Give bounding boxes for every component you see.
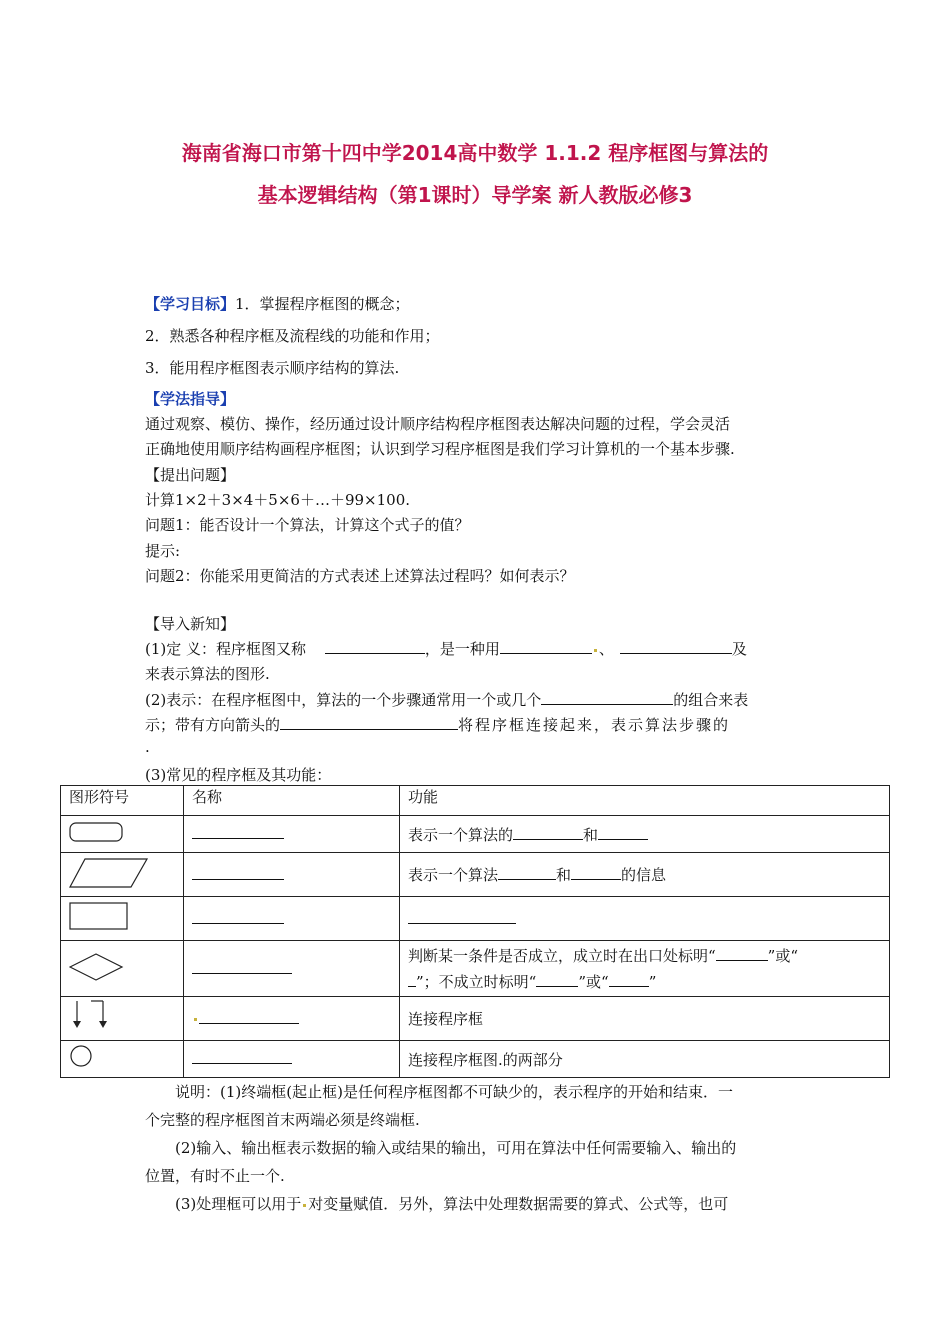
parallelogram-shape-icon: [69, 857, 149, 889]
decision-name-cell: [184, 941, 400, 997]
header-name: 名称: [184, 786, 400, 816]
row4-text-a: 判断某一条件是否成立，成立时在出口处标明“: [408, 946, 716, 965]
intro-representation: [145, 689, 748, 710]
def-blank-3: [620, 639, 732, 654]
flow-arrow-icon: [69, 997, 113, 1031]
def-text-d: 及: [731, 640, 747, 658]
connector-function-cell: 连接程序框图.的两部分: [400, 1041, 890, 1078]
table-header-row: [61, 786, 890, 816]
terminal-name-cell: [184, 816, 400, 853]
rectangle-shape-icon: [69, 901, 131, 933]
intro-representation-2: [145, 714, 730, 735]
name-blank: [192, 867, 284, 880]
terminal-function-cell: [400, 816, 890, 853]
row1-blank-2: [598, 825, 648, 840]
decision-symbol-cell: [61, 941, 184, 997]
terminal-symbol-cell: [61, 816, 184, 853]
row2-blank-1: [498, 865, 556, 880]
name-blank: [192, 826, 284, 839]
method-line-2: 正确地使用顺序结构画程序框图；认识到学习程序框图是我们学习计算机的一个基本步骤.: [145, 440, 735, 458]
goals-item-1: 1．掌握程序框图的概念；: [235, 295, 410, 313]
goals-line-1: [145, 293, 410, 314]
question-hint: 提示:: [145, 542, 181, 560]
table-row: [61, 853, 890, 897]
table-row: [61, 816, 890, 853]
process-name-cell: [184, 897, 400, 941]
def-blank-1: [325, 639, 425, 654]
note-3-text-a: (3)处理框可以用于: [175, 1195, 302, 1213]
row4-blank-2: [408, 972, 416, 987]
row2-blank-2: [571, 865, 621, 880]
flowline-symbol-cell: [61, 997, 184, 1041]
dot-mark: [594, 649, 597, 652]
header-symbol: 图形符号: [61, 786, 184, 816]
rep-text-b: 的组合来表: [673, 691, 749, 709]
method-line-1: 通过观察、模仿、操作，经历通过设计顺序结构程序框图表达解决问题的过程，学会灵活: [145, 415, 731, 433]
question-calc: 计算1×2＋3×4＋5×6＋…＋99×100.: [145, 491, 411, 509]
table-row: [61, 897, 890, 941]
table-row: [61, 1041, 890, 1078]
intro-common: (3)常见的程序框及其功能：: [145, 766, 332, 784]
dot-mark: [194, 1018, 197, 1021]
row4-blank-3: [536, 972, 578, 987]
question-label: 【提出问题】: [145, 466, 236, 484]
row4-blank-4: [609, 972, 649, 987]
circle-shape-icon: [69, 1044, 97, 1070]
name-blank: [192, 961, 292, 974]
note-2-line-2: 位置，有时不止一个.: [145, 1167, 285, 1185]
note-2-line-1: (2)输入、输出框表示数据的输入或结果的输出，可用在算法中任何需要输入、输出的: [175, 1139, 737, 1157]
header-function: 功能: [400, 786, 890, 816]
process-function-cell: [400, 897, 890, 941]
table-row: [61, 941, 890, 997]
table-row: [61, 997, 890, 1041]
io-name-cell: [184, 853, 400, 897]
terminal-shape-icon: [69, 821, 125, 843]
def-text-a: (1)定 义：程序框图又称: [145, 640, 307, 658]
row2-text-b: 和: [556, 866, 572, 884]
goals-item-2: 2．熟悉各种程序框及流程线的功能和作用；: [145, 327, 440, 345]
process-symbol-cell: [61, 897, 184, 941]
decision-line-2: [408, 969, 881, 995]
row1-blank-1: [513, 825, 583, 840]
row2-text-a: 表示一个算法: [408, 866, 499, 884]
title-line-1: 海南省海口市第十四中学2014高中数学 1.1.2 程序框图与算法的: [181, 141, 769, 165]
diamond-shape-icon: [69, 951, 125, 983]
goals-label: 【学习目标】: [145, 295, 236, 313]
flowchart-symbol-table: [60, 785, 890, 1078]
decision-function-cell: [400, 941, 890, 997]
row4-blank-1: [716, 946, 768, 961]
note-3-line-1: [175, 1193, 728, 1214]
note-1-line-2: 个完整的程序框图首末两端必须是终端框.: [145, 1111, 420, 1129]
question-2: 问题2：你能采用更简洁的方式表述上述算法过程吗？如何表示？: [145, 567, 575, 585]
intro-definition-2: 来表示算法的图形.: [145, 665, 270, 683]
intro-label: 【导入新知】: [145, 615, 236, 633]
name-blank: [192, 911, 284, 924]
note-1-line-1: 说明：(1)终端框(起止框)是任何程序框图都不可缺少的，表示程序的开始和结束．一: [175, 1083, 733, 1101]
name-blank: [199, 1011, 299, 1024]
rep-blank-1: [541, 690, 673, 705]
row4-text-c: ”；不成立时标明“: [416, 972, 537, 991]
question-1: 问题1：能否设计一个算法，计算这个式子的值？: [145, 516, 470, 534]
def-blank-2: [500, 639, 592, 654]
goals-item-3: 3．能用程序框图表示顺序结构的算法.: [145, 359, 400, 377]
flowline-name-cell: [184, 997, 400, 1041]
name-blank: [192, 1051, 292, 1064]
note-3-text-b: 对变量赋值．另外，算法中处理数据需要的算式、公式等，也可: [308, 1195, 729, 1213]
io-function-cell: [400, 853, 890, 897]
decision-line-1: [408, 943, 881, 969]
rep2-text-a: 示；带有方向箭头的: [145, 716, 281, 734]
def-text-b: ，是一种用: [424, 640, 500, 658]
io-symbol-cell: [61, 853, 184, 897]
connector-name-cell: [184, 1041, 400, 1078]
rep-text-a: (2)表示：在程序框图中，算法的一个步骤通常用一个或几个: [145, 691, 542, 709]
row2-text-c: 的信息: [621, 866, 667, 884]
row1-text-b: 和: [583, 825, 599, 844]
title-line-2: 基本逻辑结构（第1课时）导学案 新人教版必修3: [257, 183, 693, 207]
dot-mark: [303, 1204, 306, 1207]
row4-text-d: ”或“: [578, 972, 609, 991]
connector-symbol-cell: [61, 1041, 184, 1078]
row1-text-a: 表示一个算法的: [408, 825, 514, 844]
method-label: 【学法指导】: [145, 390, 236, 408]
row4-text-b: ”或“: [767, 946, 799, 965]
def-text-c: 、: [598, 640, 614, 658]
rep2-text-b: 将程序框连接起来，表示算法步骤的: [458, 716, 731, 734]
flowline-function-cell: 连接程序框: [400, 997, 890, 1041]
rep-blank-2: [280, 715, 458, 730]
intro-definition: [145, 638, 747, 659]
intro-representation-3: .: [145, 738, 150, 756]
row4-text-e: ”: [648, 972, 657, 991]
function-blank: [408, 911, 516, 924]
